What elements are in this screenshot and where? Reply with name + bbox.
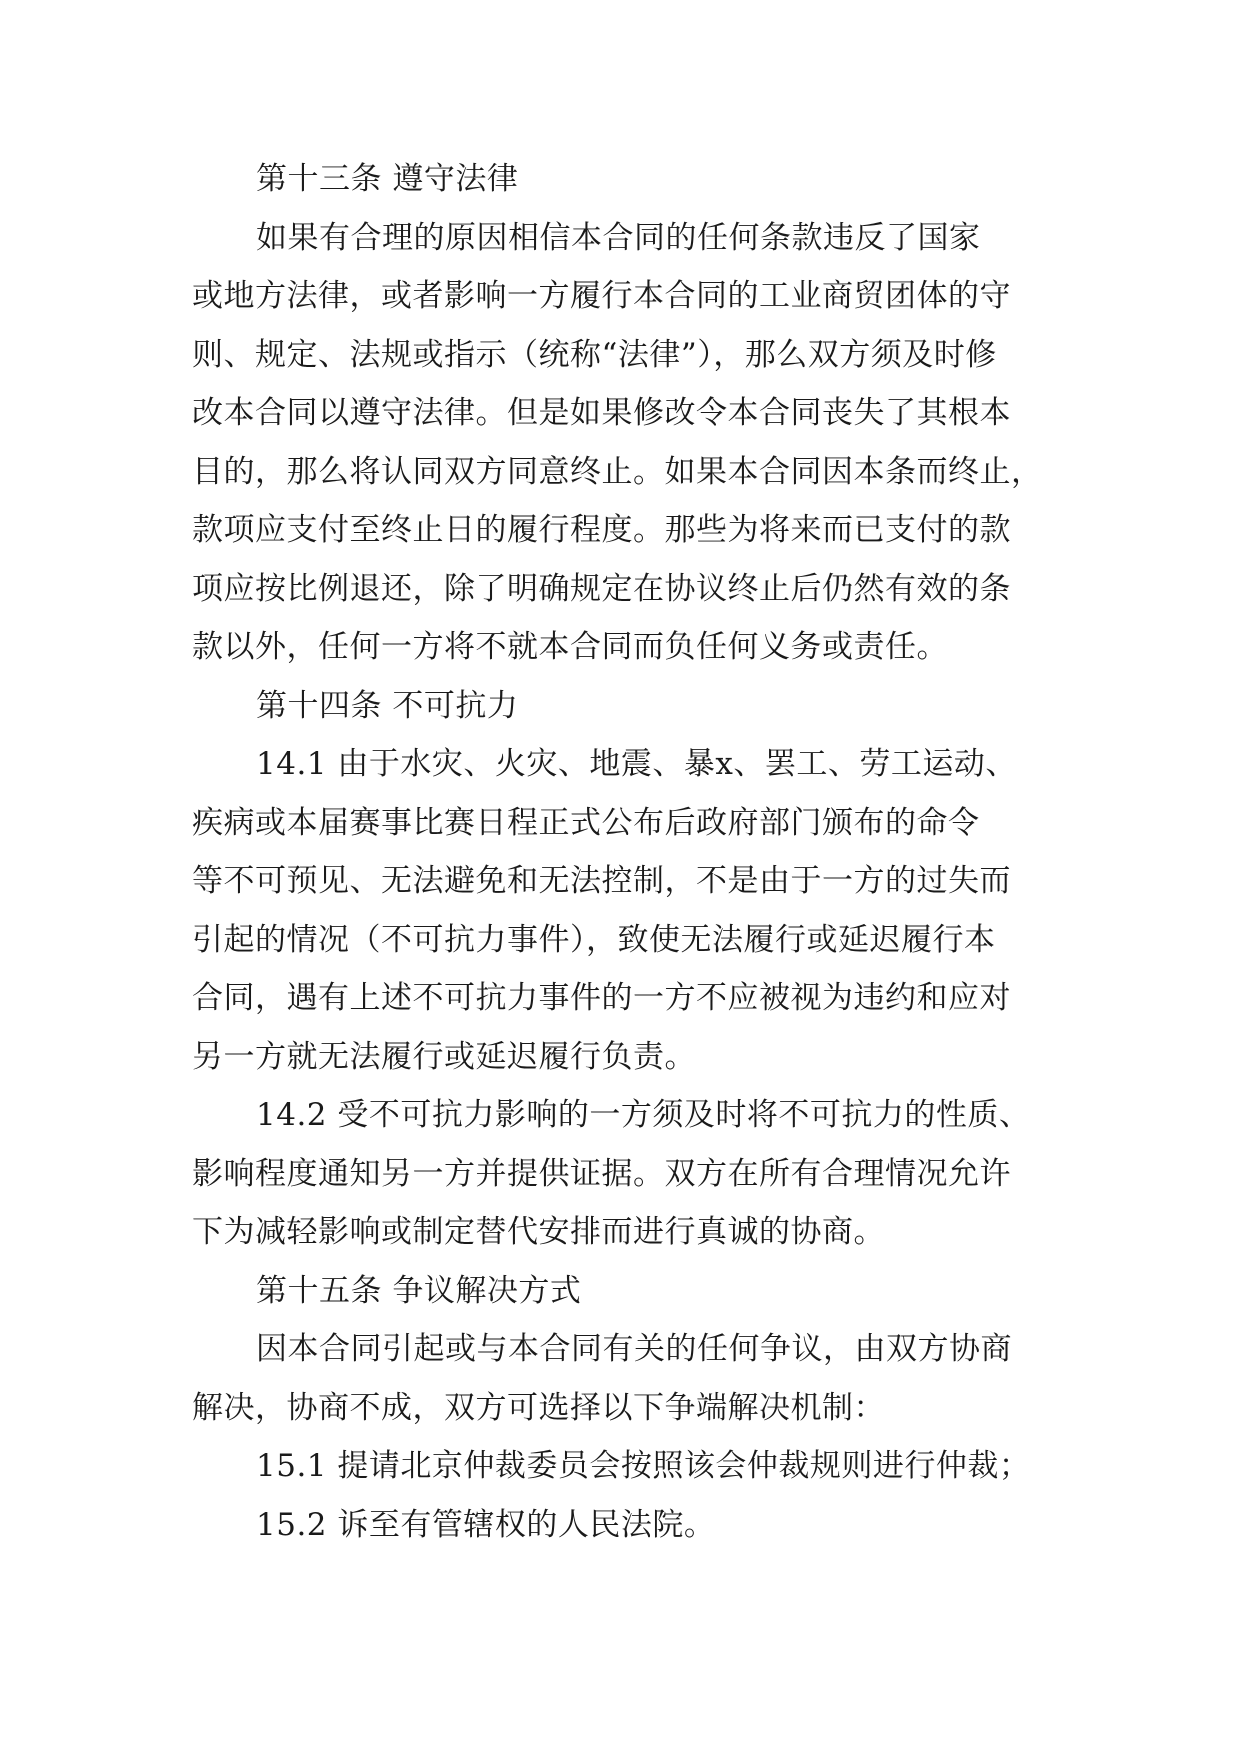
paragraph-line: 款以外，任何一方将不就本合同而负任何义务或责任。: [192, 629, 948, 665]
paragraph-line: 则、规定、法规或指示（统称“法律”），那么双方须及时修: [192, 336, 997, 373]
paragraph-line: 下为减轻影响或制定替代安排而进行真诚的协商。: [192, 1214, 885, 1250]
section-heading-13: 第十三条 遵守法律: [256, 161, 519, 197]
paragraph-line: 14.1 由于水灾、火灾、地震、暴x、罢工、劳工运动、: [256, 746, 1017, 782]
paragraph-line: 款项应支付至终止日的履行程度。那些为将来而已支付的款: [192, 512, 1011, 548]
paragraph-line: 15.1 提请北京仲裁委员会按照该会仲裁规则进行仲裁；: [256, 1448, 1031, 1484]
paragraph-line: 等不可预见、无法避免和无法控制，不是由于一方的过失而: [192, 863, 1011, 899]
paragraph-line: 或地方法律，或者影响一方履行本合同的工业商贸团体的守: [192, 278, 1011, 314]
paragraph-line: 目的，那么将认同双方同意终止。如果本合同因本条而终止，: [192, 453, 1043, 490]
paragraph-line: 另一方就无法履行或延迟履行负责。: [192, 1038, 696, 1075]
paragraph-line: 影响程度通知另一方并提供证据。双方在所有合理情况允许: [192, 1155, 1011, 1192]
paragraph-line: 改本合同以遵守法律。但是如果修改令本合同丧失了其根本: [192, 395, 1011, 431]
paragraph-line: 引起的情况（不可抗力事件），致使无法履行或延迟履行本: [192, 921, 996, 958]
paragraph-line: 14.2 受不可抗力影响的一方须及时将不可抗力的性质、: [256, 1097, 1031, 1133]
paragraph-line: 如果有合理的原因相信本合同的任何条款违反了国家: [256, 219, 981, 256]
paragraph-line: 项应按比例退还，除了明确规定在协议终止后仍然有效的条: [192, 570, 1011, 607]
section-heading-14: 第十四条 不可抗力: [256, 687, 519, 724]
section-heading-15: 第十五条 争议解决方式: [256, 1272, 582, 1309]
paragraph-line: 疾病或本届赛事比赛日程正式公布后政府部门颁布的命令: [192, 804, 980, 841]
paragraph-line: 合同，遇有上述不可抗力事件的一方不应被视为违约和应对: [192, 980, 1011, 1016]
paragraph-line: 15.2 诉至有管辖权的人民法院。: [256, 1506, 716, 1543]
document-body: [192, 150, 1052, 1554]
paragraph-line: 因本合同引起或与本合同有关的任何争议，由双方协商: [256, 1331, 1012, 1367]
paragraph-line: 解决，协商不成，双方可选择以下争端解决机制：: [192, 1389, 885, 1426]
